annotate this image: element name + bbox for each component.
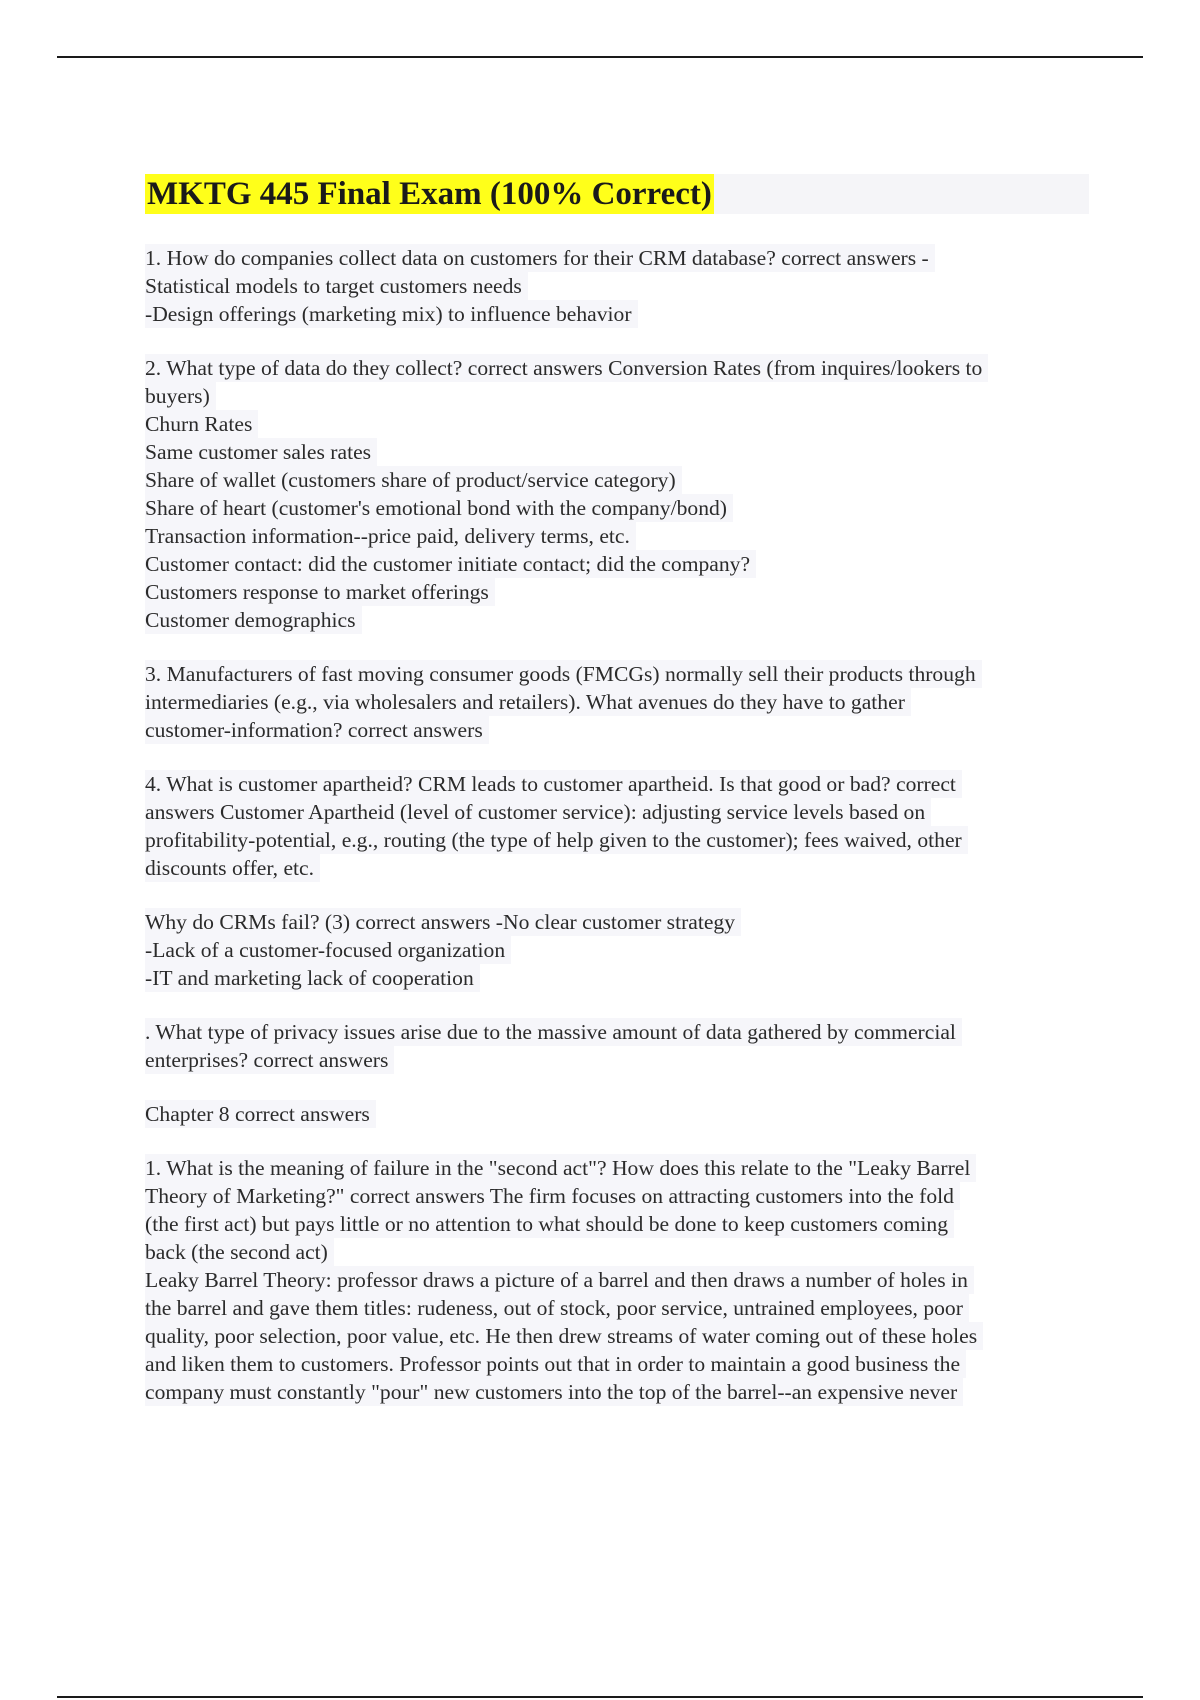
document-body	[145, 244, 1090, 1432]
text-line: buyers)	[145, 382, 216, 410]
text-line: Customer contact: did the customer initiate contact; did the company?	[145, 550, 756, 578]
text-line: Theory of Marketing?" correct answers The firm focuses on attracting customers into the fold	[145, 1182, 960, 1210]
question-block	[145, 660, 1090, 744]
text-line: 2. What type of data do they collect? correct answers Conversion Rates (from inquires/lookers to	[145, 354, 988, 382]
text-line: (the first act) but pays little or no attention to what should be done to keep customers coming	[145, 1210, 954, 1238]
text-line: and liken them to customers. Professor points out that in order to maintain a good business the	[145, 1350, 966, 1378]
text-line: answers Customer Apartheid (level of customer service): adjusting service levels based on	[145, 798, 931, 826]
text-line: -Lack of a customer-focused organization	[145, 936, 511, 964]
question-block	[145, 908, 1090, 992]
text-line: 4. What is customer apartheid? CRM leads to customer apartheid. Is that good or bad? correct	[145, 770, 962, 798]
page-bottom-rule	[57, 1696, 1143, 1698]
text-line: intermediaries (e.g., via wholesalers and retailers). What avenues do they have to gather	[145, 688, 911, 716]
text-line: Share of wallet (customers share of product/service category)	[145, 466, 682, 494]
question-block	[145, 354, 1090, 634]
text-line: the barrel and gave them titles: rudeness, out of stock, poor service, untrained employees, poor	[145, 1294, 969, 1322]
text-line: Same customer sales rates	[145, 438, 377, 466]
text-line: Churn Rates	[145, 410, 258, 438]
text-line: Transaction information--price paid, delivery terms, etc.	[145, 522, 636, 550]
text-line: discounts offer, etc.	[145, 854, 320, 882]
document-title: MKTG 445 Final Exam (100% Correct)	[147, 176, 712, 212]
text-line: customer-information? correct answers	[145, 716, 489, 744]
page-top-rule	[57, 56, 1143, 58]
text-line: -IT and marketing lack of cooperation	[145, 964, 480, 992]
text-line: 3. Manufacturers of fast moving consumer goods (FMCGs) normally sell their products through	[145, 660, 982, 688]
question-block	[145, 770, 1090, 882]
text-line: -Design offerings (marketing mix) to influence behavior	[145, 300, 638, 328]
text-line: Customers response to market offerings	[145, 578, 495, 606]
text-line: enterprises? correct answers	[145, 1046, 394, 1074]
text-line: profitability-potential, e.g., routing (the type of help given to the customer); fees waived, other	[145, 826, 968, 854]
text-line: . What type of privacy issues arise due to the massive amount of data gathered by commercial	[145, 1018, 962, 1046]
text-line: Chapter 8 correct answers	[145, 1100, 376, 1128]
text-line: Why do CRMs fail? (3) correct answers -No clear customer strategy	[145, 908, 741, 936]
text-line: 1. What is the meaning of failure in the "second act"? How does this relate to the "Leaky Barrel	[145, 1154, 976, 1182]
question-block	[145, 244, 1090, 328]
text-line: quality, poor selection, poor value, etc. He then drew streams of water coming out of these holes	[145, 1322, 983, 1350]
text-line: Statistical models to target customers needs	[145, 272, 528, 300]
text-line: Share of heart (customer's emotional bond with the company/bond)	[145, 494, 733, 522]
question-block	[145, 1018, 1090, 1074]
text-line: 1. How do companies collect data on customers for their CRM database? correct answers -	[145, 244, 935, 272]
question-block	[145, 1100, 1090, 1128]
text-line: Customer demographics	[145, 606, 362, 634]
question-block	[145, 1154, 1090, 1406]
text-line: Leaky Barrel Theory: professor draws a picture of a barrel and then draws a number of holes in	[145, 1266, 974, 1294]
text-line: company must constantly "pour" new customers into the top of the barrel--an expensive never	[145, 1378, 963, 1406]
text-line: back (the second act)	[145, 1238, 334, 1266]
